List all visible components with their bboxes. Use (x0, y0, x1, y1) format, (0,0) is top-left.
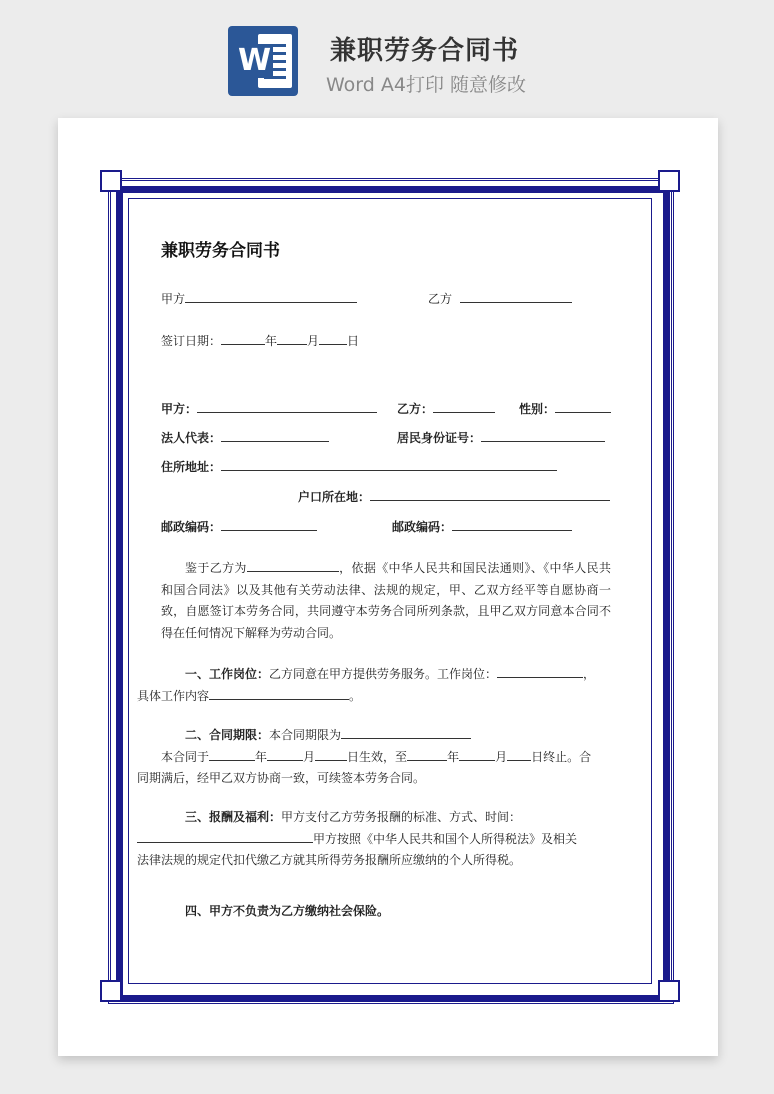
document-page (58, 118, 718, 1056)
section-1: 一、工作岗位：乙方同意在甲方提供劳务服务。工作岗位： ， 具体工作内容 。 (137, 667, 596, 703)
word-letter: W (238, 43, 272, 78)
postal-a-field: 邮政编码： (161, 518, 317, 535)
document-title: 兼职劳务合同书 (161, 241, 280, 261)
corner-ornament (100, 980, 122, 1002)
resident-id-field: 居民身份证号： (397, 429, 605, 446)
address-field: 住所地址： (161, 458, 557, 475)
header-banner (0, 0, 774, 118)
postal-b-field: 邮政编码： (392, 518, 572, 535)
party-a-field: 甲方： (161, 400, 377, 417)
section-4: 四、甲方不负责为乙方缴纳社会保险。 (185, 904, 390, 918)
banner-title: 兼职劳务合同书 (330, 36, 520, 66)
word-icon (228, 26, 298, 96)
party-b-top: 乙方 (428, 290, 572, 307)
hukou-field: 户口所在地： (298, 488, 610, 505)
corner-ornament (658, 170, 680, 192)
banner-subtitle: Word A4打印 随意修改 (326, 74, 527, 96)
party-b-field: 乙方： (397, 400, 495, 417)
sign-date: 签订日期： 年 月 日 (161, 334, 360, 348)
intro-paragraph: 鉴于乙方为 ，依据《中华人民共和国民法通则》、《中华人民共和国合同法》以及其他有关劳动法律、法规的规定，甲、乙双方经平等自愿协商一致，自愿签订本劳务合同，共同遵守本劳务合同所列条款，且甲乙双方同意本合同不得在任何情况下解释为劳动合同。 (161, 561, 611, 640)
section-2: 二、合同期限：本合同期限为 本合同于 年 月 日生效，至 年 月 日终止。合 同期满后，经甲乙双方协商一致，可续签本劳务合同。 (137, 728, 592, 785)
section-3: 三、报酬及福利：甲方支付乙方劳务报酬的标准、方式、时间： 甲方按照《中华人民共和国个人所得税法》及相关 法律法规的规定代扣代缴乙方就其所得劳务报酬所应缴纳的个人所得税。 (137, 810, 578, 867)
gender-field: 性别： (519, 400, 611, 417)
legal-rep-field: 法人代表： (161, 429, 329, 446)
party-a-top: 甲方 (161, 290, 357, 307)
corner-ornament (658, 980, 680, 1002)
corner-ornament (100, 170, 122, 192)
